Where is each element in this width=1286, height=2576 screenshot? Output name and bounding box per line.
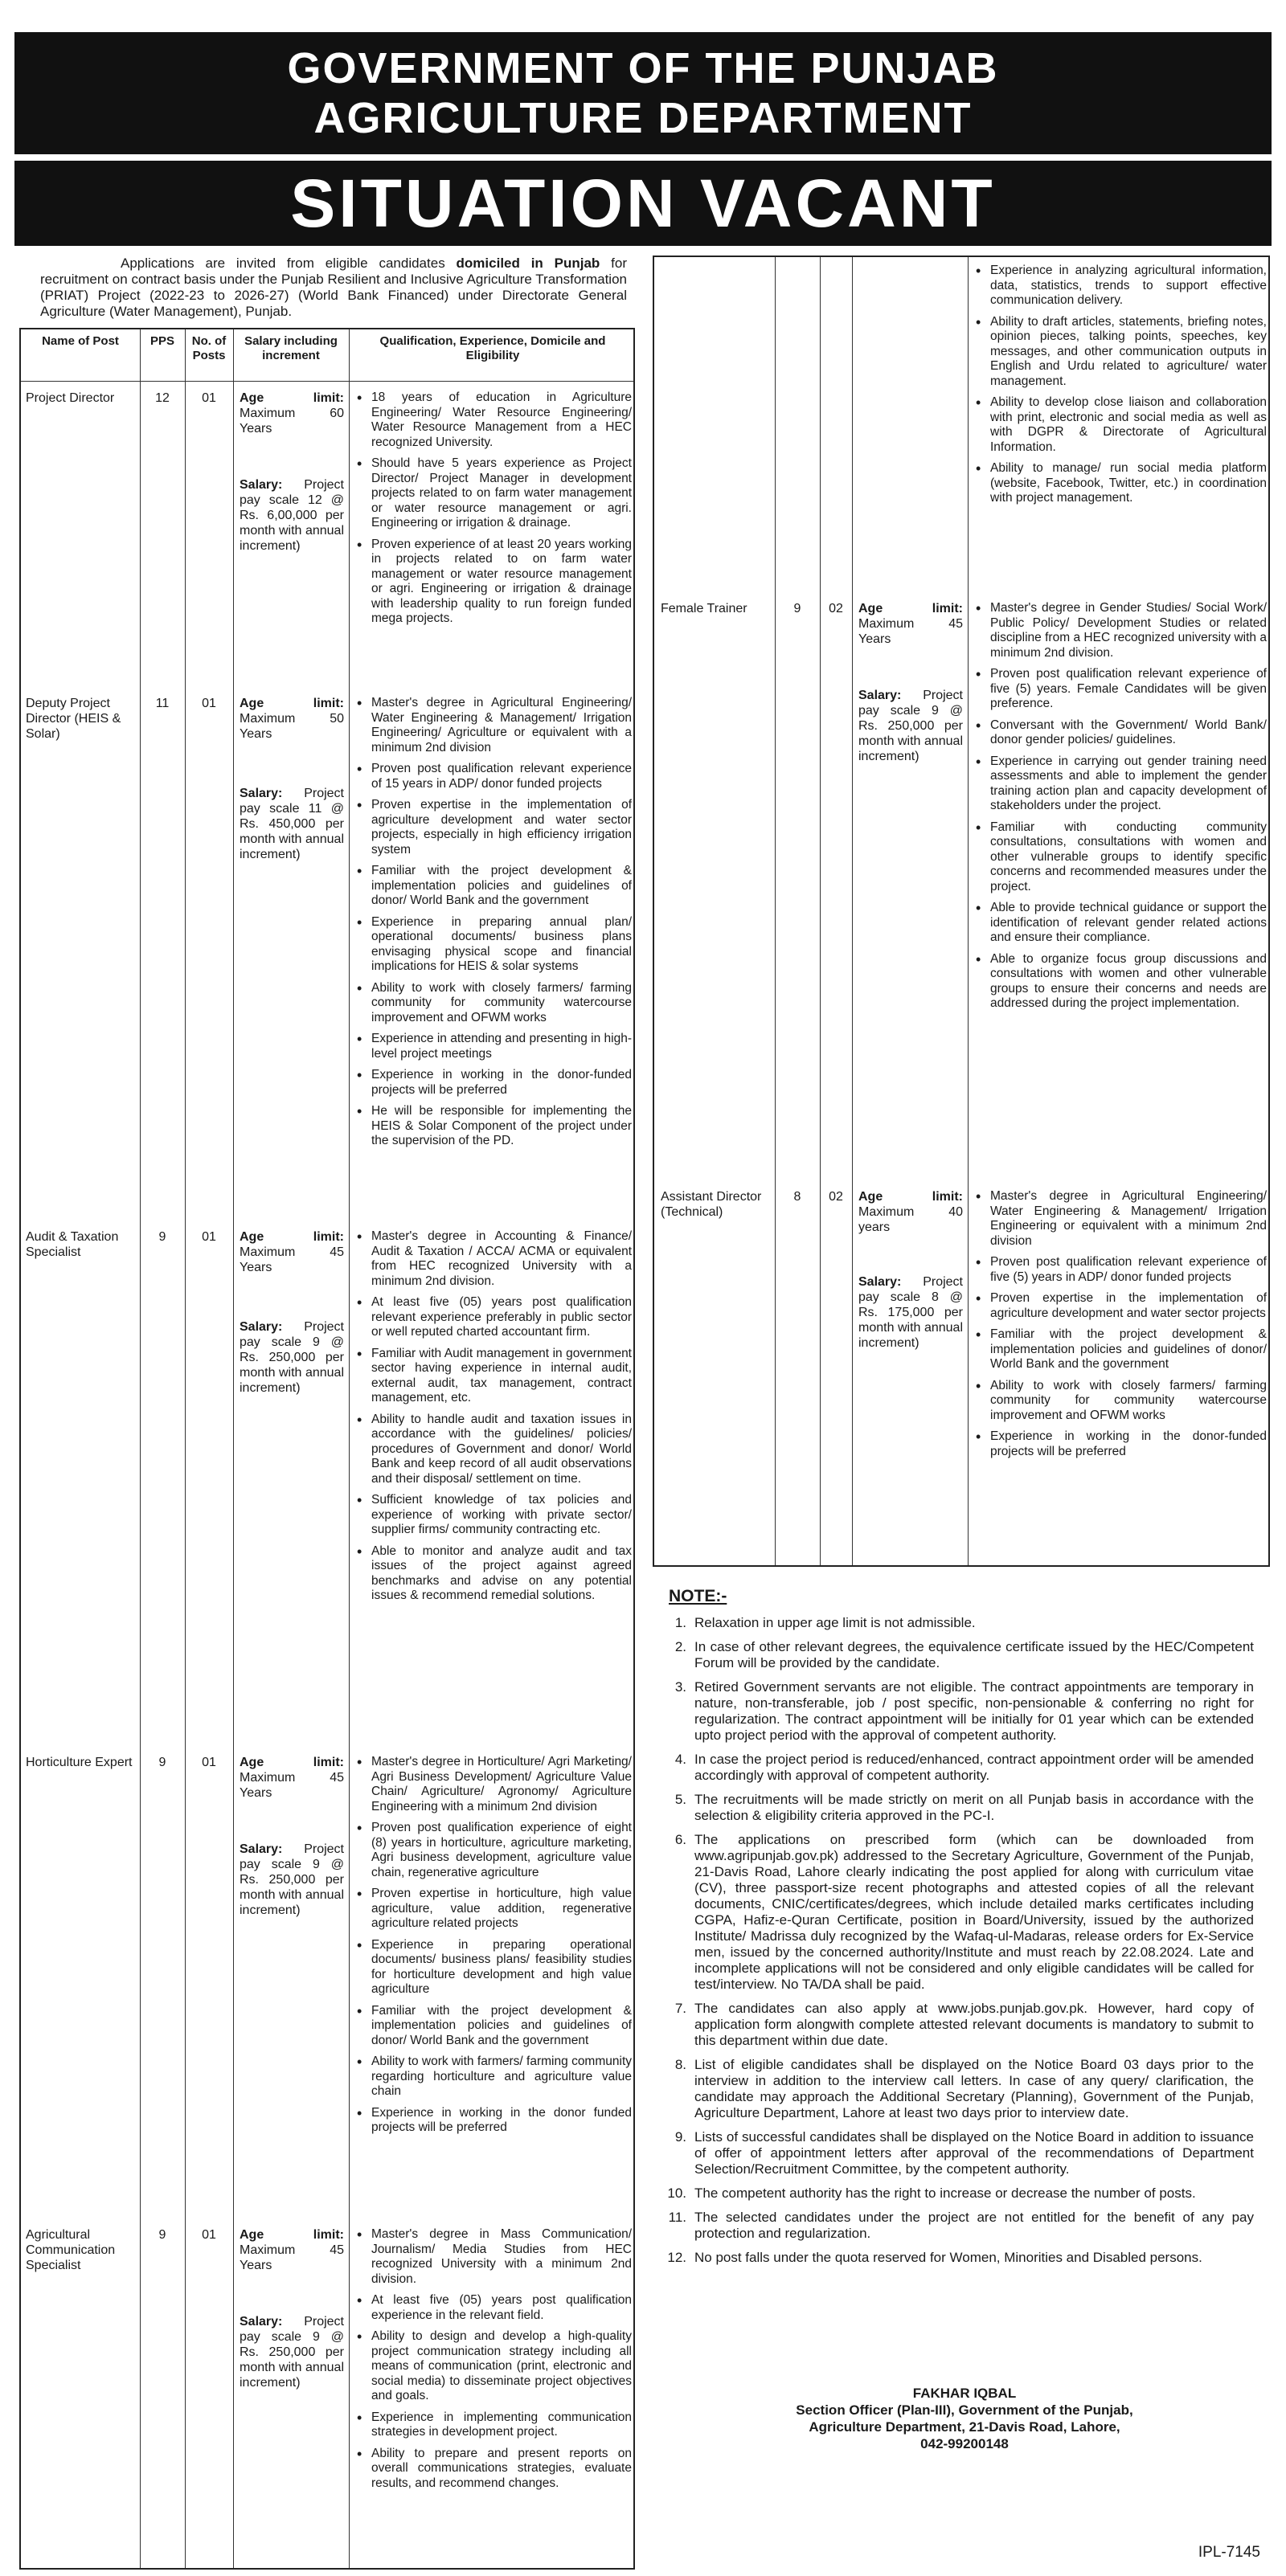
- note-number: 11.: [668, 2210, 686, 2225]
- note-item: [659, 1832, 1254, 1993]
- qual-item: • At least five (05) years post qualification relevant experience preferably in public sector or well reputed charted accountant firm.: [352, 1295, 632, 1340]
- age-value: Maximum 60 Years: [240, 407, 344, 435]
- note-text: List of eligible candidates shall be displayed on the Notice Board 03 days prior to the interview in addition to the interview call letters. In case of any query/ clarification, the candidate may approach the Additional Secretary (Planning), Government of the Punjab, Agriculture Department, Lahore at least two days prior to interview date.: [694, 2057, 1254, 2120]
- qual-item: • Ability to work with farmers/ farming community regarding horticulture and agriculture value chain: [352, 2055, 632, 2100]
- note-text: No post falls under the quota reserved for Women, Minorities and Disabled persons.: [694, 2250, 1202, 2265]
- note-item: [659, 2129, 1254, 2177]
- age-label: Age limit:: [240, 1230, 344, 1244]
- note-item: [659, 1792, 1254, 1824]
- note-number: 6.: [674, 1832, 686, 1847]
- age-label: Age limit:: [858, 1190, 963, 1204]
- post-count: 01: [202, 391, 216, 405]
- header-salary: Salary including increment: [244, 334, 338, 362]
- note-text: Relaxation in upper age limit is not admissible.: [694, 1615, 976, 1630]
- post-count: 01: [202, 1756, 216, 1769]
- post-name: Deputy Project Director (HEIS & Solar): [26, 697, 121, 741]
- age-value: Maximum 45 Years: [240, 2243, 344, 2272]
- note-item: [659, 2250, 1254, 2266]
- qual-item: • Proven post qualification relevant experience of five (5) years. Female Candidates will be given preference.: [971, 667, 1267, 712]
- note-text: The applications on prescribed form (which can be downloaded from www.agripunjab.gov.pk) addressed to the Secretary Agriculture, Government of the Punjab, 21-Davis Road, Lahore clearly indicating the post applied for along with curriculum vitae (CV), three passport-size recent photographs and attested copies of all the relevant documents, CNIC/certificates/degrees, which include detailed marks certificates including CGPA, Hafiz-e-Quran Certificate, position in Board/University, issued by the authorized Institute/ Madrissa duly recognized by the Wafaq-ul-Madaras, release orders for Ex-Service men, issued by the concerned authority/Institute and must reach by 22.08.2024. Late and incomplete applications will not be considered and only eligible candidates will be called for test/interview. No TA/DA shall be paid.: [694, 1832, 1254, 1992]
- qual-item: • Ability to draft articles, statements, briefing notes, opinion pieces, talking points, speeches, key messages, and other communication outputs in English and Urdu related to agriculture/ water management.: [971, 315, 1267, 390]
- note-item: [659, 1752, 1254, 1784]
- post-pps: 12: [155, 391, 170, 405]
- qual-item: • Proven expertise in horticulture, high value agriculture, value addition, regenerative agriculture related projects: [352, 1887, 632, 1932]
- salary-value: Project pay scale 9 @ Rs. 250,000 per month with annual increment): [240, 1842, 344, 1917]
- header-pps: PPS: [149, 334, 174, 348]
- note-text: In case the project period is reduced/enhanced, contract appointment order will be amended accordingly with approval of competent authority.: [694, 1752, 1254, 1783]
- salary-info: [240, 2314, 344, 2390]
- header-name-of-post: Name of Post: [42, 334, 119, 348]
- age-label: Age limit:: [240, 1756, 344, 1769]
- note-number: 9.: [674, 2129, 686, 2145]
- age-value: Maximum 45 Years: [240, 1245, 344, 1274]
- salary-info: [858, 1274, 963, 1351]
- salary-value: Project pay scale 8 @ Rs. 175,000 per month with annual increment): [858, 1275, 963, 1350]
- salary-label: Salary:: [240, 478, 283, 492]
- qual-item: • Experience in preparing operational documents/ business plans/ feasibility studies for horticulture development and high value agriculture: [352, 1938, 632, 1997]
- signature-name: FAKHAR IQBAL: [912, 2386, 1017, 2401]
- header-qualification: Qualification, Experience, Domicile and Eligibility: [379, 334, 606, 362]
- qual-item: • Master's degree in Accounting & Finance/ Audit & Taxation / ACCA/ ACMA or equivalent from HEC recognized University with a minimum 2nd division.: [352, 1229, 632, 1289]
- qual-item: • At least five (05) years post qualification experience in the relevant field.: [352, 2293, 632, 2323]
- intro-paragraph: [40, 256, 627, 320]
- salary-info: [240, 1319, 344, 1396]
- qual-item: • Familiar with the project development & implementation policies and guidelines of donor/ World Bank and the government: [352, 2004, 632, 2049]
- qual-list-assistant-director: [971, 1189, 1267, 1466]
- note-text: The candidates can also apply at www.jobs.punjab.gov.pk. However, hard copy of application form alongwith complete attested relevant documents is mandatory to submit to this department within due date.: [694, 2001, 1254, 2048]
- qual-item: • Experience in working in the donor funded projects will be preferred: [352, 2106, 632, 2136]
- note-text: The recruitments will be made strictly on merit on all Punjab basis in accordance with the selection & eligibility criteria approved in the PC-I.: [694, 1792, 1254, 1823]
- post-name: Audit & Taxation Specialist: [26, 1230, 119, 1259]
- post-count: 01: [202, 2228, 216, 2242]
- age-limit: [858, 1189, 963, 1235]
- qual-item: • Familiar with the project development & implementation policies and guidelines of donor/ World Bank and the government: [352, 864, 632, 909]
- salary-label: Salary:: [858, 1275, 902, 1289]
- qual-item: • Proven post qualification experience of eight (8) years in horticulture, agriculture marketing, Agri business development, agriculture value chain, regenerative agriculture: [352, 1821, 632, 1880]
- post-count: 02: [829, 1190, 843, 1204]
- qual-item: • Ability to design and develop a high-quality project communication strategy including all means of communication (print, electronic and social media) to disseminate project objectives and goals.: [352, 2329, 632, 2404]
- note-item: [659, 2210, 1254, 2242]
- note-number: 3.: [674, 1679, 686, 1695]
- age-label: Age limit:: [240, 697, 344, 710]
- notes-list: [659, 1615, 1254, 2274]
- qual-item: • Familiar with conducting community consultations, consultations with women and other vulnerable groups to identify specific concerns and recommended measures under the project.: [971, 820, 1267, 895]
- note-item: [659, 1615, 1254, 1631]
- intro-text-1: Applications are invited from eligible candidates: [121, 256, 457, 271]
- qual-item: • Ability to work with closely farmers/ farming community for community watercourse improvement and OFWM works: [352, 981, 632, 1026]
- salary-info: [240, 477, 344, 554]
- age-value: Maximum 40 years: [858, 1205, 963, 1234]
- qual-list-female-trainer: [971, 601, 1267, 1018]
- header-no-of-posts: No. of Posts: [191, 334, 227, 362]
- qual-item: • Master's degree in Horticulture/ Agri Marketing/ Agri Business Development/ Agriculture Value Chain/ Agriculture/ Agronomy/ Agriculture Engineering with a minimum 2nd division: [352, 1755, 632, 1814]
- qual-item: • Proven expertise in the implementation of agriculture development and water sector projects: [971, 1291, 1267, 1321]
- age-value: Maximum 45 Years: [858, 617, 963, 646]
- salary-label: Salary:: [240, 1320, 283, 1334]
- qual-item: • Ability to prepare and present reports on overall communications strategies, evaluate results, and recommend changes.: [352, 2447, 632, 2492]
- qual-item: • Conversant with the Government/ World Bank/ donor gender policies/ guidelines.: [971, 718, 1267, 748]
- salary-info: [858, 688, 963, 764]
- age-label: Age limit:: [240, 2228, 344, 2242]
- note-number: 2.: [674, 1639, 686, 1654]
- qual-item: • Able to monitor and analyze audit and tax issues of the project against agreed benchmarks and advise on any potential issues & recommend remedial solutions.: [352, 1544, 632, 1604]
- post-count: 02: [829, 602, 843, 615]
- signature-line2: Agriculture Department, 21-Davis Road, Lahore,: [809, 2419, 1120, 2435]
- qual-item: • Master's degree in Agricultural Engineering/ Water Engineering & Management/ Irrigation Engineering or equivalent with a minimum 2nd division: [971, 1189, 1267, 1249]
- qual-item: • Experience in implementing communication strategies in development project.: [352, 2410, 632, 2440]
- qual-item: • 18 years of education in Agriculture Engineering/ Water Resource Engineering/ Water Resource Management from a HEC recognized University.: [352, 390, 632, 450]
- qual-item: • Experience in analyzing agricultural information, data, statistics, trends to support effective communication delivery.: [971, 264, 1267, 309]
- qual-item: • Proven post qualification relevant experience of 15 years in ADP/ donor funded projects: [352, 762, 632, 791]
- note-number: 7.: [674, 2001, 686, 2016]
- qual-item: • Familiar with Audit management in government sector having experience in internal audit, external audit, tax management, contract management, etc.: [352, 1347, 632, 1406]
- note-text: Retired Government servants are not eligible. The contract appointments are temporary in nature, non-transferable, job / post specific, non-pensionable & conferring no right for regularization. The contract appointment will be initially for 01 year which can be extended upto project period with the approval of competent authority.: [694, 1679, 1254, 1743]
- qual-item: • Master's degree in Gender Studies/ Social Work/ Public Policy/ Development Studies or related discipline from a HEC recognized university with a minimum 2nd division.: [971, 601, 1267, 660]
- qual-item: • Experience in preparing annual plan/ operational documents/ business plans envisaging physical scope and financial implications for HEIS & solar systems: [352, 915, 632, 975]
- post-pps: 8: [793, 1190, 801, 1204]
- left-table: [19, 328, 635, 2570]
- salary-label: Salary:: [240, 1842, 283, 1856]
- ipl-code: IPL-7145: [1198, 2544, 1260, 2561]
- qual-item: • Proven expertise in the implementation of agriculture development and water sector projects, especially in high efficiency irrigation system: [352, 798, 632, 857]
- qual-item: • Master's degree in Mass Communication/ Journalism/ Media Studies from HEC recognized University with a minimum 2nd division.: [352, 2227, 632, 2287]
- age-limit: [240, 696, 344, 742]
- note-item: [659, 2057, 1254, 2121]
- qual-item: • Familiar with the project development & implementation policies and guidelines of donor/ World Bank and the government: [971, 1327, 1267, 1372]
- post-pps: 9: [158, 1756, 166, 1769]
- salary-value: Project pay scale 9 @ Rs. 250,000 per month with annual increment): [240, 1320, 344, 1395]
- qual-item: • Ability to develop close liaison and collaboration with print, electronic and social media as well as with DGPR & Directorate of Agricultural Information.: [971, 395, 1267, 455]
- post-count: 01: [202, 697, 216, 710]
- header-line2: AGRICULTURE DEPARTMENT: [313, 94, 973, 142]
- salary-value: Project pay scale 9 @ Rs. 250,000 per month with annual increment): [858, 689, 963, 763]
- age-value: Maximum 50 Years: [240, 712, 344, 741]
- age-label: Age limit:: [858, 602, 963, 615]
- qual-item: • Ability to manage/ run social media platform (website, Facebook, Twitter, etc.) in coordination with project management.: [971, 461, 1267, 506]
- qual-item: • Experience in carrying out gender training need assessments and able to implement the gender training action plan and capacity development of stakeholders under the project.: [971, 754, 1267, 814]
- note-number: 12.: [667, 2250, 686, 2265]
- right-table: [653, 256, 1270, 1567]
- qual-item: • Proven post qualification relevant experience of five (5) years in ADP/ donor funded projects: [971, 1255, 1267, 1285]
- qual-list-deputy-project-director: [352, 696, 632, 1155]
- qual-item: • Ability to work with closely farmers/ farming community for community watercourse improvement and OFWM works: [971, 1379, 1267, 1424]
- age-limit: [240, 2227, 344, 2273]
- post-name: Assistant Director (Technical): [661, 1190, 762, 1219]
- salary-value: Project pay scale 12 @ Rs. 6,00,000 per month with annual increment): [240, 478, 344, 553]
- qual-item: • Able to organize focus group discussions and consultations with women and other vulnerable groups to ensure their concerns and needs are addressed during the project implementation.: [971, 952, 1267, 1012]
- salary-label: Salary:: [240, 2315, 283, 2329]
- signature-block: [723, 2385, 1206, 2452]
- note-item: [659, 2001, 1254, 2049]
- intro-text-2: for recruitment on contract basis under the Punjab Resilient and Inclusive Agriculture Transformation (PRIAT) Project (2022-23 to 2026-27) (World Bank Financed) under Directorate General Agriculture (Water Management), Punjab.: [40, 256, 627, 319]
- post-name: Female Trainer: [661, 602, 747, 615]
- intro-text-bold: domiciled in Punjab: [456, 256, 600, 271]
- age-value: Maximum 45 Years: [240, 1771, 344, 1800]
- qual-item: • Able to provide technical guidance or support the identification of relevant gender related actions and ensure their compliance.: [971, 901, 1267, 946]
- note-number: 5.: [674, 1792, 686, 1807]
- note-number: 10.: [667, 2186, 686, 2201]
- signature-line1: Section Officer (Plan-III), Government of the Punjab,: [796, 2402, 1133, 2418]
- post-pps: 9: [158, 1230, 166, 1244]
- qual-list-communication-specialist: [352, 2227, 632, 2497]
- note-number: 4.: [674, 1752, 686, 1767]
- post-pps: 11: [155, 697, 170, 710]
- qual-item: • Master's degree in Agricultural Engineering/ Water Engineering & Management/ Irrigation Engineering/ Agriculture or equivalent with a minimum 2nd division: [352, 696, 632, 755]
- post-name: Project Director: [26, 391, 115, 405]
- age-limit: [240, 1755, 344, 1801]
- post-pps: 9: [793, 602, 801, 615]
- qual-item: • Experience in working in the donor-funded projects will be preferred: [971, 1429, 1267, 1459]
- qual-list-horticulture-expert: [352, 1755, 632, 2142]
- age-limit: [858, 601, 963, 647]
- notes-title: NOTE:-: [669, 1587, 727, 1605]
- signature-phone: 042-99200148: [920, 2436, 1009, 2451]
- age-limit: [240, 1229, 344, 1275]
- qual-item: • Sufficient knowledge of tax policies and experience of working with private sector/ supplier firms/ community contracting etc.: [352, 1493, 632, 1538]
- qual-item: • Ability to handle audit and taxation issues in accordance with the guidelines/ policies/ procedures of Government and donor/ World Bank and keep record of all audit observations and their disposal/ settlement on time.: [352, 1413, 632, 1487]
- qual-item: • He will be responsible for implementing the HEIS & Solar Component of the project under the supervision of the PD.: [352, 1104, 632, 1149]
- age-limit: [240, 390, 344, 436]
- salary-value: Project pay scale 9 @ Rs. 250,000 per month with annual increment): [240, 2315, 344, 2390]
- qual-item: • Experience in attending and presenting in high-level project meetings: [352, 1032, 632, 1061]
- qual-list-project-director: [352, 390, 632, 633]
- post-pps: 9: [158, 2228, 166, 2242]
- salary-info: [240, 786, 344, 862]
- banner-situation-vacant: SITUATION VACANT: [14, 161, 1272, 246]
- qual-list-communication-continued: [971, 264, 1267, 513]
- note-item: [659, 1679, 1254, 1744]
- header-block: [14, 32, 1272, 154]
- post-count: 01: [202, 1230, 216, 1244]
- note-item: [659, 2186, 1254, 2202]
- qual-item: • Experience in working in the donor-funded projects will be preferred: [352, 1068, 632, 1098]
- note-text: Lists of successful candidates shall be displayed on the Notice Board in addition to issuance of offer of appointment letters after approval of the recommendations of Department Selection/Recruitment Committee, by the competent authority.: [694, 2129, 1254, 2177]
- salary-info: [240, 1842, 344, 1918]
- note-item: [659, 1639, 1254, 1671]
- note-number: 1.: [674, 1615, 686, 1630]
- note-text: In case of other relevant degrees, the equivalence certificate issued by the HEC/Competent Forum will be provided by the candidate.: [694, 1639, 1254, 1670]
- qual-item: • Should have 5 years experience as Project Director/ Project Manager in development projects related to on farm water management or water resource management or agri. Engineering or irrigation & drainage.: [352, 456, 632, 531]
- salary-value: Project pay scale 11 @ Rs. 450,000 per month with annual increment): [240, 787, 344, 861]
- salary-label: Salary:: [858, 689, 902, 702]
- post-name: Agricultural Communication Specialist: [26, 2228, 116, 2272]
- qual-list-audit-specialist: [352, 1229, 632, 1610]
- salary-label: Salary:: [240, 787, 283, 800]
- note-text: The competent authority has the right to increase or decrease the number of posts.: [694, 2186, 1196, 2201]
- qual-item: • Proven experience of at least 20 years working in projects related to on farm water management or water resource management or agri. Engineering or irrigation & drainage with leadership quality to run foreign funded mega projects.: [352, 538, 632, 627]
- post-name: Horticulture Expert: [26, 1756, 133, 1769]
- age-label: Age limit:: [240, 391, 344, 405]
- header-line1: GOVERNMENT OF THE PUNJAB: [287, 44, 999, 92]
- note-text: The selected candidates under the project are not entitled for the benefit of any pay protection and regularization.: [694, 2210, 1254, 2241]
- note-number: 8.: [674, 2057, 686, 2072]
